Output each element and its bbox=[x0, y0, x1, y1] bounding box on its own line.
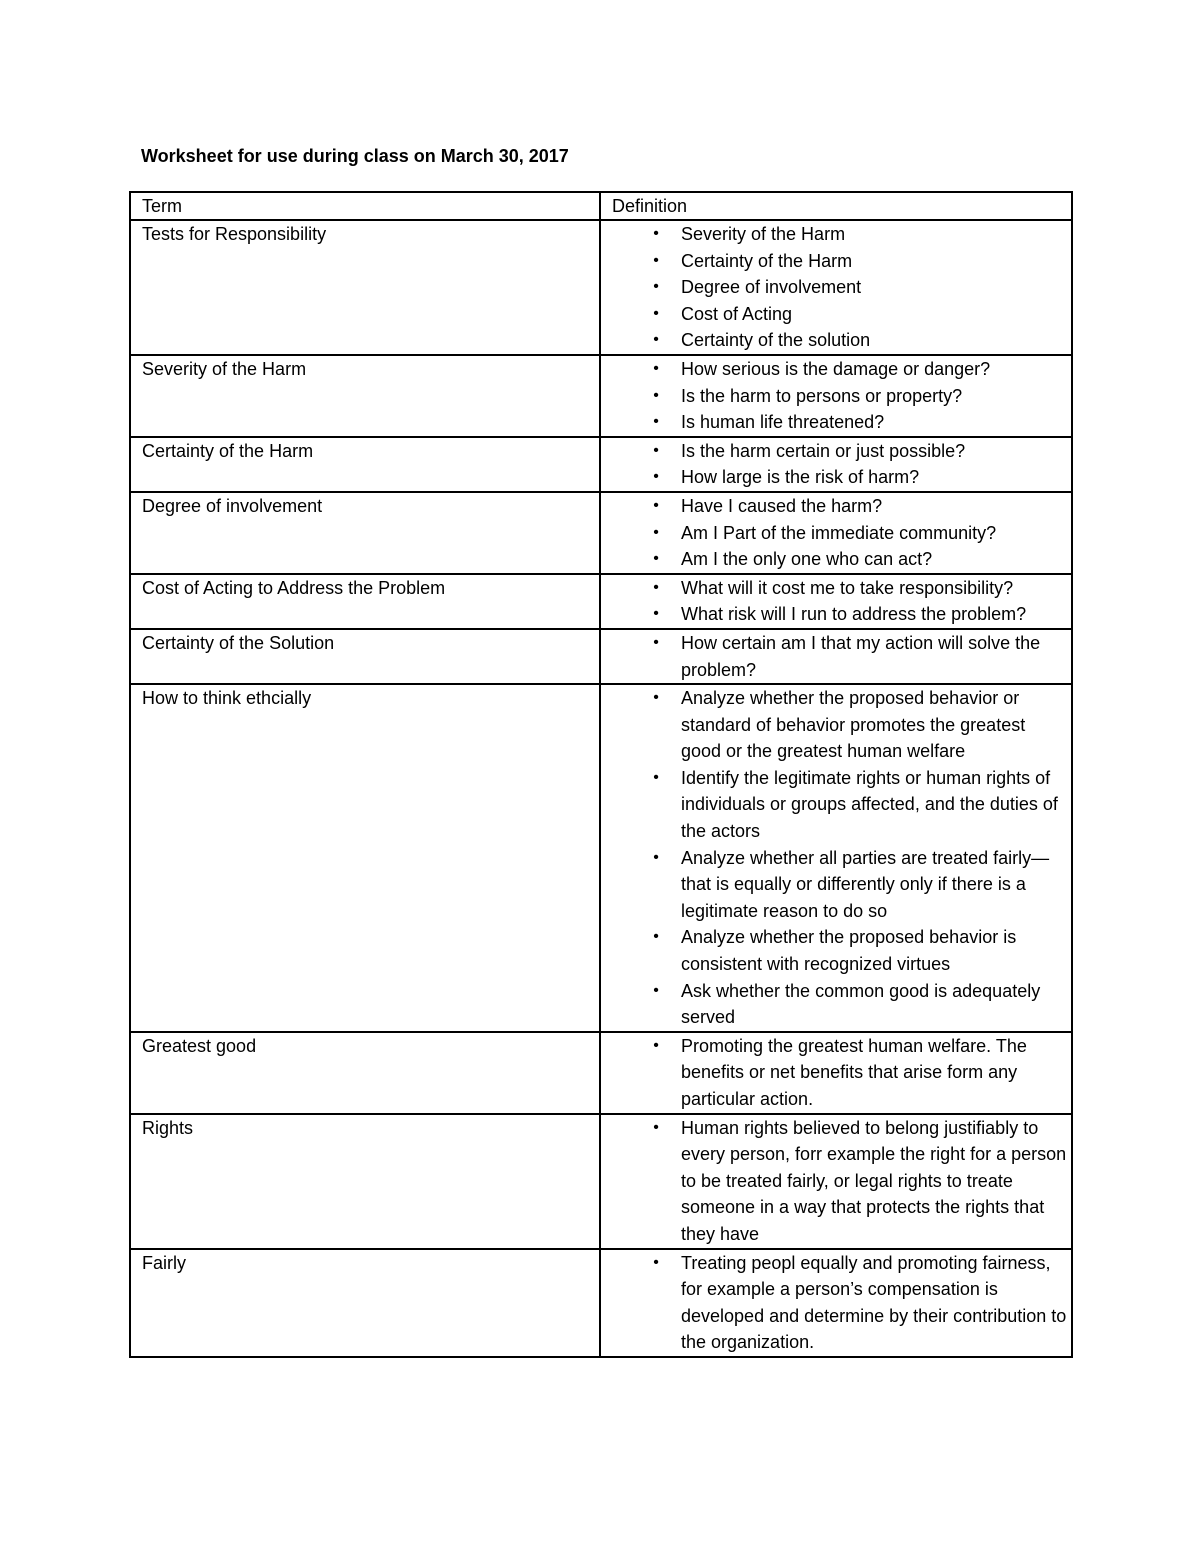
term-cell: Degree of involvement bbox=[130, 492, 600, 574]
definition-list-item bbox=[612, 327, 1067, 354]
definition-text: Ask whether the common good is adequately served bbox=[681, 980, 1041, 1028]
definition-list-item bbox=[612, 765, 1067, 845]
definition-cell bbox=[600, 355, 1072, 437]
definition-cell bbox=[600, 437, 1072, 492]
table-row bbox=[130, 355, 1072, 437]
table-row bbox=[130, 629, 1072, 684]
bullet-icon: • bbox=[653, 251, 659, 269]
definition-text: Am I the only one who can act? bbox=[681, 549, 933, 570]
term-cell: Tests for Responsibility bbox=[130, 220, 600, 355]
bullet-icon: • bbox=[653, 1253, 659, 1271]
table-row bbox=[130, 1032, 1072, 1114]
worksheet-table bbox=[129, 191, 1073, 1358]
definition-list-item bbox=[612, 520, 1067, 547]
bullet-icon: • bbox=[653, 689, 659, 707]
definition-text: Severity of the Harm bbox=[681, 224, 846, 244]
table-header-row bbox=[130, 192, 1072, 220]
definition-text: Cost of Acting bbox=[681, 303, 793, 324]
definition-list-item bbox=[612, 630, 1067, 683]
definition-list-item bbox=[612, 248, 1067, 275]
bullet-icon: • bbox=[653, 331, 659, 349]
definition-text: Is the harm to persons or property? bbox=[681, 385, 963, 406]
definition-list-item bbox=[612, 575, 1067, 602]
definition-list-item bbox=[612, 1033, 1067, 1113]
definition-cell bbox=[600, 1249, 1072, 1357]
table-row bbox=[130, 220, 1072, 355]
bullet-icon: • bbox=[653, 386, 659, 404]
definition-cell bbox=[600, 1032, 1072, 1114]
definition-list bbox=[612, 630, 1067, 683]
bullet-icon: • bbox=[653, 928, 659, 946]
definition-text: Certainty of the Harm bbox=[681, 250, 853, 271]
definition-text: Analyze whether all parties are treated fairly—that is equally or differently only if there is a legitimate reason to do so bbox=[681, 847, 1050, 921]
bullet-icon: • bbox=[653, 578, 659, 596]
table-row bbox=[130, 574, 1072, 629]
definition-list bbox=[612, 1033, 1067, 1113]
definition-cell bbox=[600, 492, 1072, 574]
definition-text: How serious is the damage or danger? bbox=[681, 358, 991, 379]
table-row bbox=[130, 1114, 1072, 1249]
page-title: Worksheet for use during class on March 30, 2017 bbox=[141, 146, 569, 166]
bullet-icon: • bbox=[653, 413, 659, 431]
definition-text: Human rights believed to belong justifiably to every person, forr example the right for a person to be treated fairly, or legal rights to treate someone in a way that protects the rights that they have bbox=[681, 1117, 1067, 1244]
definition-list bbox=[612, 356, 1067, 436]
definition-list-item bbox=[612, 383, 1067, 410]
definition-text: Promoting the greatest human welfare. The benefits or net benefits that arise form any particular action. bbox=[681, 1035, 1027, 1109]
bullet-icon: • bbox=[653, 1118, 659, 1136]
definition-cell bbox=[600, 220, 1072, 355]
definition-text: Have I caused the harm? bbox=[681, 495, 883, 516]
table-row bbox=[130, 684, 1072, 1032]
definition-text: How large is the risk of harm? bbox=[681, 467, 920, 488]
definition-list-item bbox=[612, 685, 1067, 765]
table-row bbox=[130, 492, 1072, 574]
definition-list bbox=[612, 493, 1067, 573]
term-column-header: Term bbox=[130, 192, 600, 220]
bullet-icon: • bbox=[653, 304, 659, 322]
bullet-icon: • bbox=[653, 633, 659, 651]
definition-list-item bbox=[612, 301, 1067, 328]
definition-text: Analyze whether the proposed behavior or standard of behavior promotes the greatest good or the greatest human welfare bbox=[681, 688, 1026, 762]
definition-list bbox=[612, 1250, 1067, 1356]
definition-text: How certain am I that my action will solve the problem? bbox=[681, 632, 1041, 680]
definition-list-item bbox=[612, 924, 1067, 977]
definition-list-item bbox=[612, 438, 1067, 465]
definition-list-item bbox=[612, 493, 1067, 520]
definition-list bbox=[612, 685, 1067, 1031]
definition-text: Degree of involvement bbox=[681, 277, 862, 298]
bullet-icon: • bbox=[653, 1036, 659, 1054]
bullet-icon: • bbox=[653, 550, 659, 568]
term-cell: Greatest good bbox=[130, 1032, 600, 1114]
table-row bbox=[130, 437, 1072, 492]
term-cell: Rights bbox=[130, 1114, 600, 1249]
definition-list bbox=[612, 575, 1067, 628]
definition-cell bbox=[600, 629, 1072, 684]
definition-text: Certainty of the solution bbox=[681, 330, 871, 351]
definition-text: Am I Part of the immediate community? bbox=[681, 522, 997, 543]
definition-list-item bbox=[612, 274, 1067, 301]
bullet-icon: • bbox=[653, 278, 659, 296]
term-cell: Fairly bbox=[130, 1249, 600, 1357]
definition-list-item bbox=[612, 221, 1067, 248]
definition-text: Is the harm certain or just possible? bbox=[681, 440, 966, 461]
term-cell: How to think ethcially bbox=[130, 684, 600, 1032]
definition-list-item bbox=[612, 409, 1067, 436]
bullet-icon: • bbox=[653, 441, 659, 459]
definition-text: Identify the legitimate rights or human rights of individuals or groups affected, and the duties of the actors bbox=[681, 767, 1058, 842]
definition-text: What will it cost me to take responsibility? bbox=[681, 577, 1014, 598]
definition-list-item bbox=[612, 356, 1067, 383]
bullet-icon: • bbox=[653, 496, 659, 514]
definition-list bbox=[612, 221, 1067, 354]
bullet-icon: • bbox=[653, 468, 659, 486]
definition-list bbox=[612, 1115, 1067, 1248]
definition-list-item bbox=[612, 601, 1067, 628]
bullet-icon: • bbox=[653, 605, 659, 623]
definition-list-item bbox=[612, 978, 1067, 1031]
term-cell: Certainty of the Solution bbox=[130, 629, 600, 684]
definition-column-header: Definition bbox=[600, 192, 1072, 220]
bullet-icon: • bbox=[653, 359, 659, 377]
definition-cell bbox=[600, 1114, 1072, 1249]
definition-cell bbox=[600, 574, 1072, 629]
table-row bbox=[130, 1249, 1072, 1357]
bullet-icon: • bbox=[653, 981, 659, 999]
definition-list-item bbox=[612, 546, 1067, 573]
definition-list-item bbox=[612, 464, 1067, 491]
definition-list bbox=[612, 438, 1067, 491]
table-body bbox=[130, 220, 1072, 1357]
definition-text: Treating peopl equally and promoting fairness, for example a person’s compensation is developed and determine by their contribution to the organization. bbox=[681, 1252, 1067, 1353]
definition-text: Is human life threatened? bbox=[681, 412, 885, 433]
bullet-icon: • bbox=[653, 848, 659, 866]
term-cell: Cost of Acting to Address the Problem bbox=[130, 574, 600, 629]
bullet-icon: • bbox=[653, 225, 659, 242]
bullet-icon: • bbox=[653, 768, 659, 786]
definition-list-item bbox=[612, 1115, 1067, 1248]
definition-list-item bbox=[612, 845, 1067, 925]
term-cell: Severity of the Harm bbox=[130, 355, 600, 437]
definition-text: What risk will I run to address the problem? bbox=[681, 604, 1027, 625]
definition-text: Analyze whether the proposed behavior is consistent with recognized virtues bbox=[681, 927, 1017, 975]
definition-cell bbox=[600, 684, 1072, 1032]
term-cell: Certainty of the Harm bbox=[130, 437, 600, 492]
bullet-icon: • bbox=[653, 523, 659, 541]
definition-list-item bbox=[612, 1250, 1067, 1356]
